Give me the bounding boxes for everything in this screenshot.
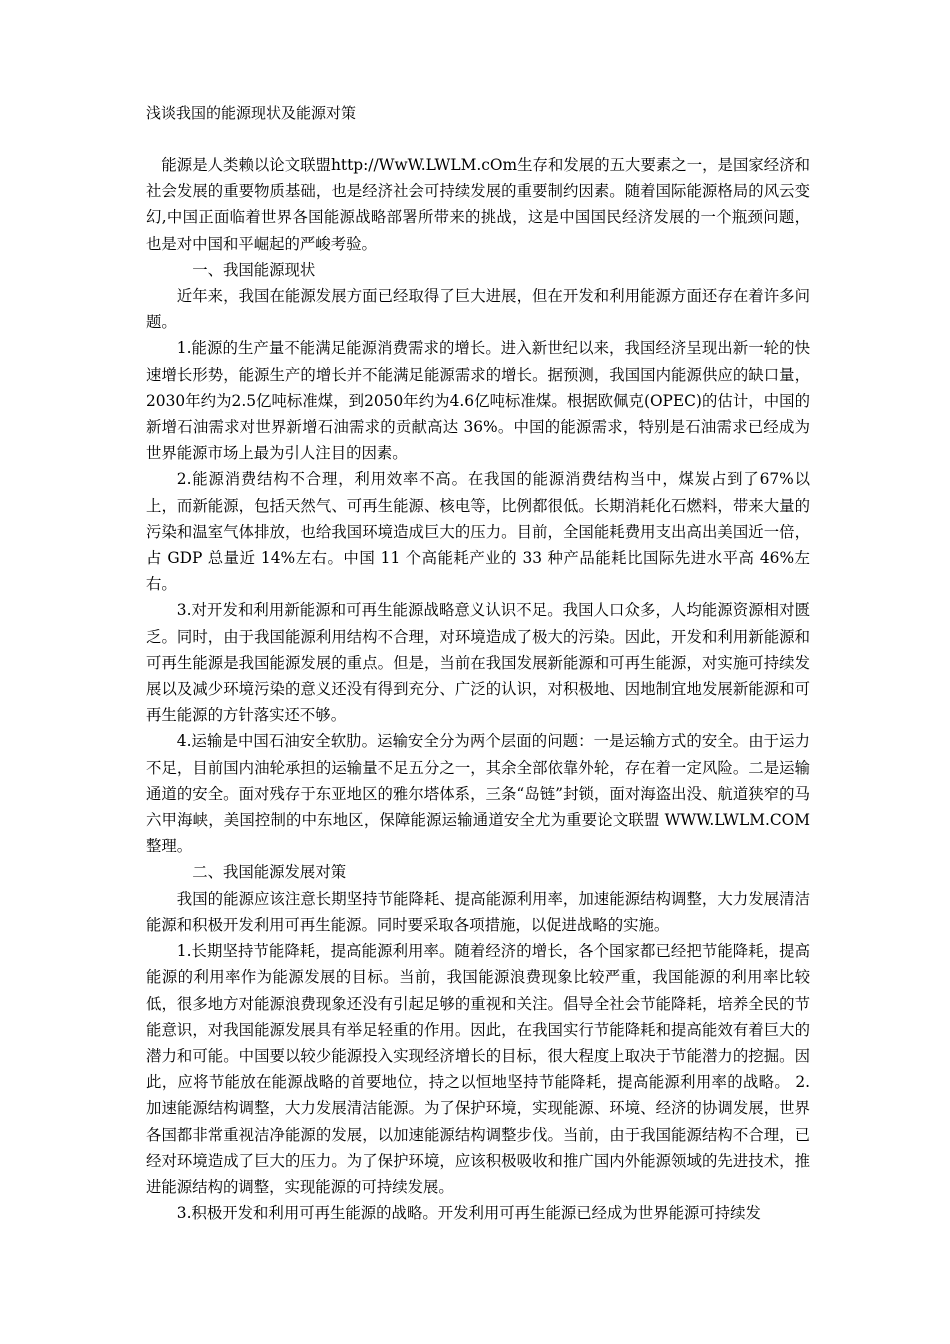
paragraph: 1.能源的生产量不能满足能源消费需求的增长。进入新世纪以来，我国经济呈现出新一轮的快速增长形势，能源生产的增长并不能满足能源需求的增长。据预测，我国国内能源供应的缺口量，2030年约为2.5亿吨标准煤，到2050年约为4.6亿吨标准煤。根据欧佩克(OPEC)的估计，中国的新增石油需求对世界新增石油需求的贡献高达 36%。中国的能源需求，特别是石油需求已经成为世界能源市场上最为引人注目的因素。 (146, 339, 810, 463)
paragraph: 1.长期坚持节能降耗，提高能源利用率。随着经济的增长，各个国家都已经把节能降耗，提高能源的利用率作为能源发展的目标。当前，我国能源浪费现象比较严重，我国能源的利用率比较低，很多地方对能源浪费现象还没有引起足够的重视和关注。倡导全社会节能降耗，培养全民的节能意识，对我国能源发展具有举足轻重的作用。因此，在我国实行节能降耗和提高能效有着巨大的潜力和可能。中国要以较少能源投入实现经济增长的目标，很大程度上取决于节能潜力的挖掘。因此，应将节能放在能源战略的首要地位，持之以恒地坚持节能降耗，提高能源利用率的战略。 2.加速能源结构调整，大力发展清洁能源。为了保护环境，实现能源、环境、经济的协调发展，世界各国都非常重视洁净能源的发展，以加速能源结构调整步伐。当前，由于我国能源结构不合理，已经对环境造成了巨大的压力。为了保护环境，应该积极吸收和推广国内外能源领域的先进技术，推进能源结构的调整，实现能源的可持续发展。 (146, 942, 810, 1196)
paragraph: 3.对开发和利用新能源和可再生能源战略意义认识不足。我国人口众多，人均能源资源相对匮乏。同时，由于我国能源利用结构不合理，对环境造成了极大的污染。因此，开发和利用新能源和可再生能源是我国能源发展的重点。但是，当前在我国发展新能源和可再生能源，对实施可持续发展以及减少环境污染的意义还没有得到充分、广泛的认识，对积极地、因地制宜地发展新能源和可再生能源的方针落实还不够。 (146, 601, 810, 725)
document-title: 浅谈我国的能源现状及能源对策 (146, 104, 357, 122)
section-heading-1: 一、我国能源现状 (192, 260, 316, 279)
paragraph: 2.能源消费结构不合理，利用效率不高。在我国的能源消费结构当中，煤炭占到了67%以上，而新能源，包括天然气、可再生能源、核电等，比例都很低。长期消耗化石燃料，带来大量的污染和温室气体排放，也给我国环境造成巨大的压力。目前，全国能耗费用支出高出美国近一倍，占 GDP 总量近 14%左右。中国 11 个高能耗产业的 33 种产品能耗比国际先进水平高 46%左右。 (146, 470, 810, 594)
section-heading-2: 二、我国能源发展对策 (192, 863, 347, 882)
document-body (146, 152, 810, 1226)
paragraph: 近年来，我国在能源发展方面已经取得了巨大进展，但在开发和利用能源方面还存在着许多问题。 (146, 287, 810, 332)
paragraph: 我国的能源应该注意长期坚持节能降耗、提高能源利用率，加速能源结构调整，大力发展清洁能源和积极开发利用可再生能源。同时要采取各项措施，以促进战略的实施。 (146, 889, 810, 934)
paragraph: 3.积极开发和利用可再生能源的战略。开发利用可再生能源已经成为世界能源可持续发 (176, 1204, 761, 1223)
paragraph-intro: 能源是人类赖以论文联盟http://WwW.LWLM.cOm生存和发展的五大要素之一，是国家经济和社会发展的重要物质基础，也是经济社会可持续发展的重要制约因素。随着国际能源格局的风云变幻,中国正面临着世界各国能源战略部署所带来的挑战，这是中国国民经济发展的一个瓶颈问题，也是对中国和平崛起的严峻考验。 (146, 156, 810, 253)
paragraph: 4.运输是中国石油安全软肋。运输安全分为两个层面的问题：一是运输方式的安全。由于运力不足，目前国内油轮承担的运输量不足五分之一，其余全部依靠外轮，存在着一定风险。二是运输通道的安全。面对残存于东亚地区的雅尔塔体系，三条“岛链”封锁，面对海盗出没、航道狭窄的马六甲海峡，美国控制的中东地区，保障能源运输通道安全尤为重要论文联盟 WWW.LWLM.COM整理。 (146, 732, 810, 856)
